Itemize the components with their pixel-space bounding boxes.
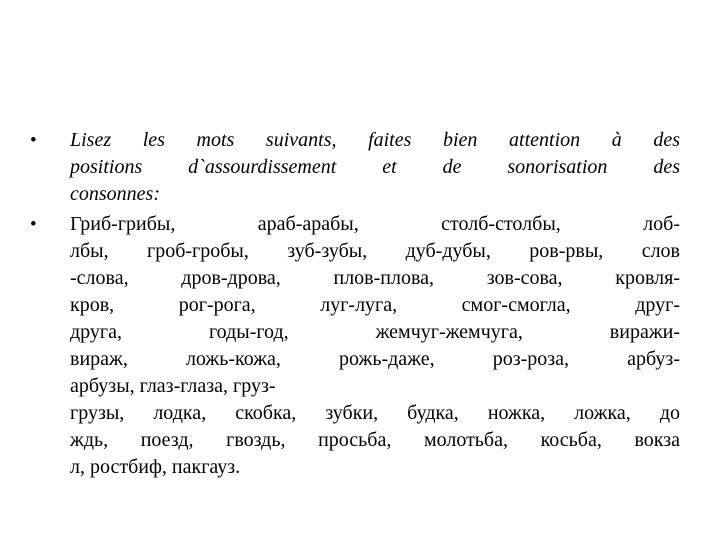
text-line: кров, рог-рога, луг-луга, смог-смогла, друг- bbox=[70, 294, 680, 316]
instruction-text bbox=[70, 127, 680, 208]
text-line: вираж, ложь-кожа, рожь-даже, роз-роза, арбуз- bbox=[70, 348, 680, 370]
text-line: ждь, поезд, гвоздь, просьба, молотьба, косьба, вокза bbox=[70, 429, 680, 451]
text-line: Lisez les mots suivants, faites bien attention à des bbox=[70, 129, 680, 151]
word-list-text bbox=[70, 211, 680, 481]
text-line: consonnes: bbox=[70, 183, 160, 205]
text-line: грузы, лодка, скобка, зубки, будка, ножка, ложка, до bbox=[70, 402, 680, 424]
text-line: арбузы, глаз-глаза, груз- bbox=[70, 375, 276, 397]
bullet-icon: • bbox=[30, 214, 37, 235]
word-list-item bbox=[30, 211, 680, 481]
text-line: л, ростбиф, пакгауз. bbox=[70, 456, 241, 478]
bullet-icon: • bbox=[30, 130, 37, 151]
text-line: -слова, дров-дрова, плов-плова, зов-сова, кровля- bbox=[70, 267, 680, 289]
instruction-item bbox=[30, 127, 680, 208]
text-line: positions d`assourdissement et de sonorisation des bbox=[70, 156, 680, 178]
bullet-list bbox=[30, 127, 680, 484]
text-line: Гриб-грибы, араб-арабы, столб-столбы, лоб- bbox=[70, 213, 680, 235]
text-line: лбы, гроб-гробы, зуб-зубы, дуб-дубы, ров-рвы, слов bbox=[70, 240, 680, 262]
text-line: друга, годы-год, жемчуг-жемчуга, виражи- bbox=[70, 321, 680, 343]
